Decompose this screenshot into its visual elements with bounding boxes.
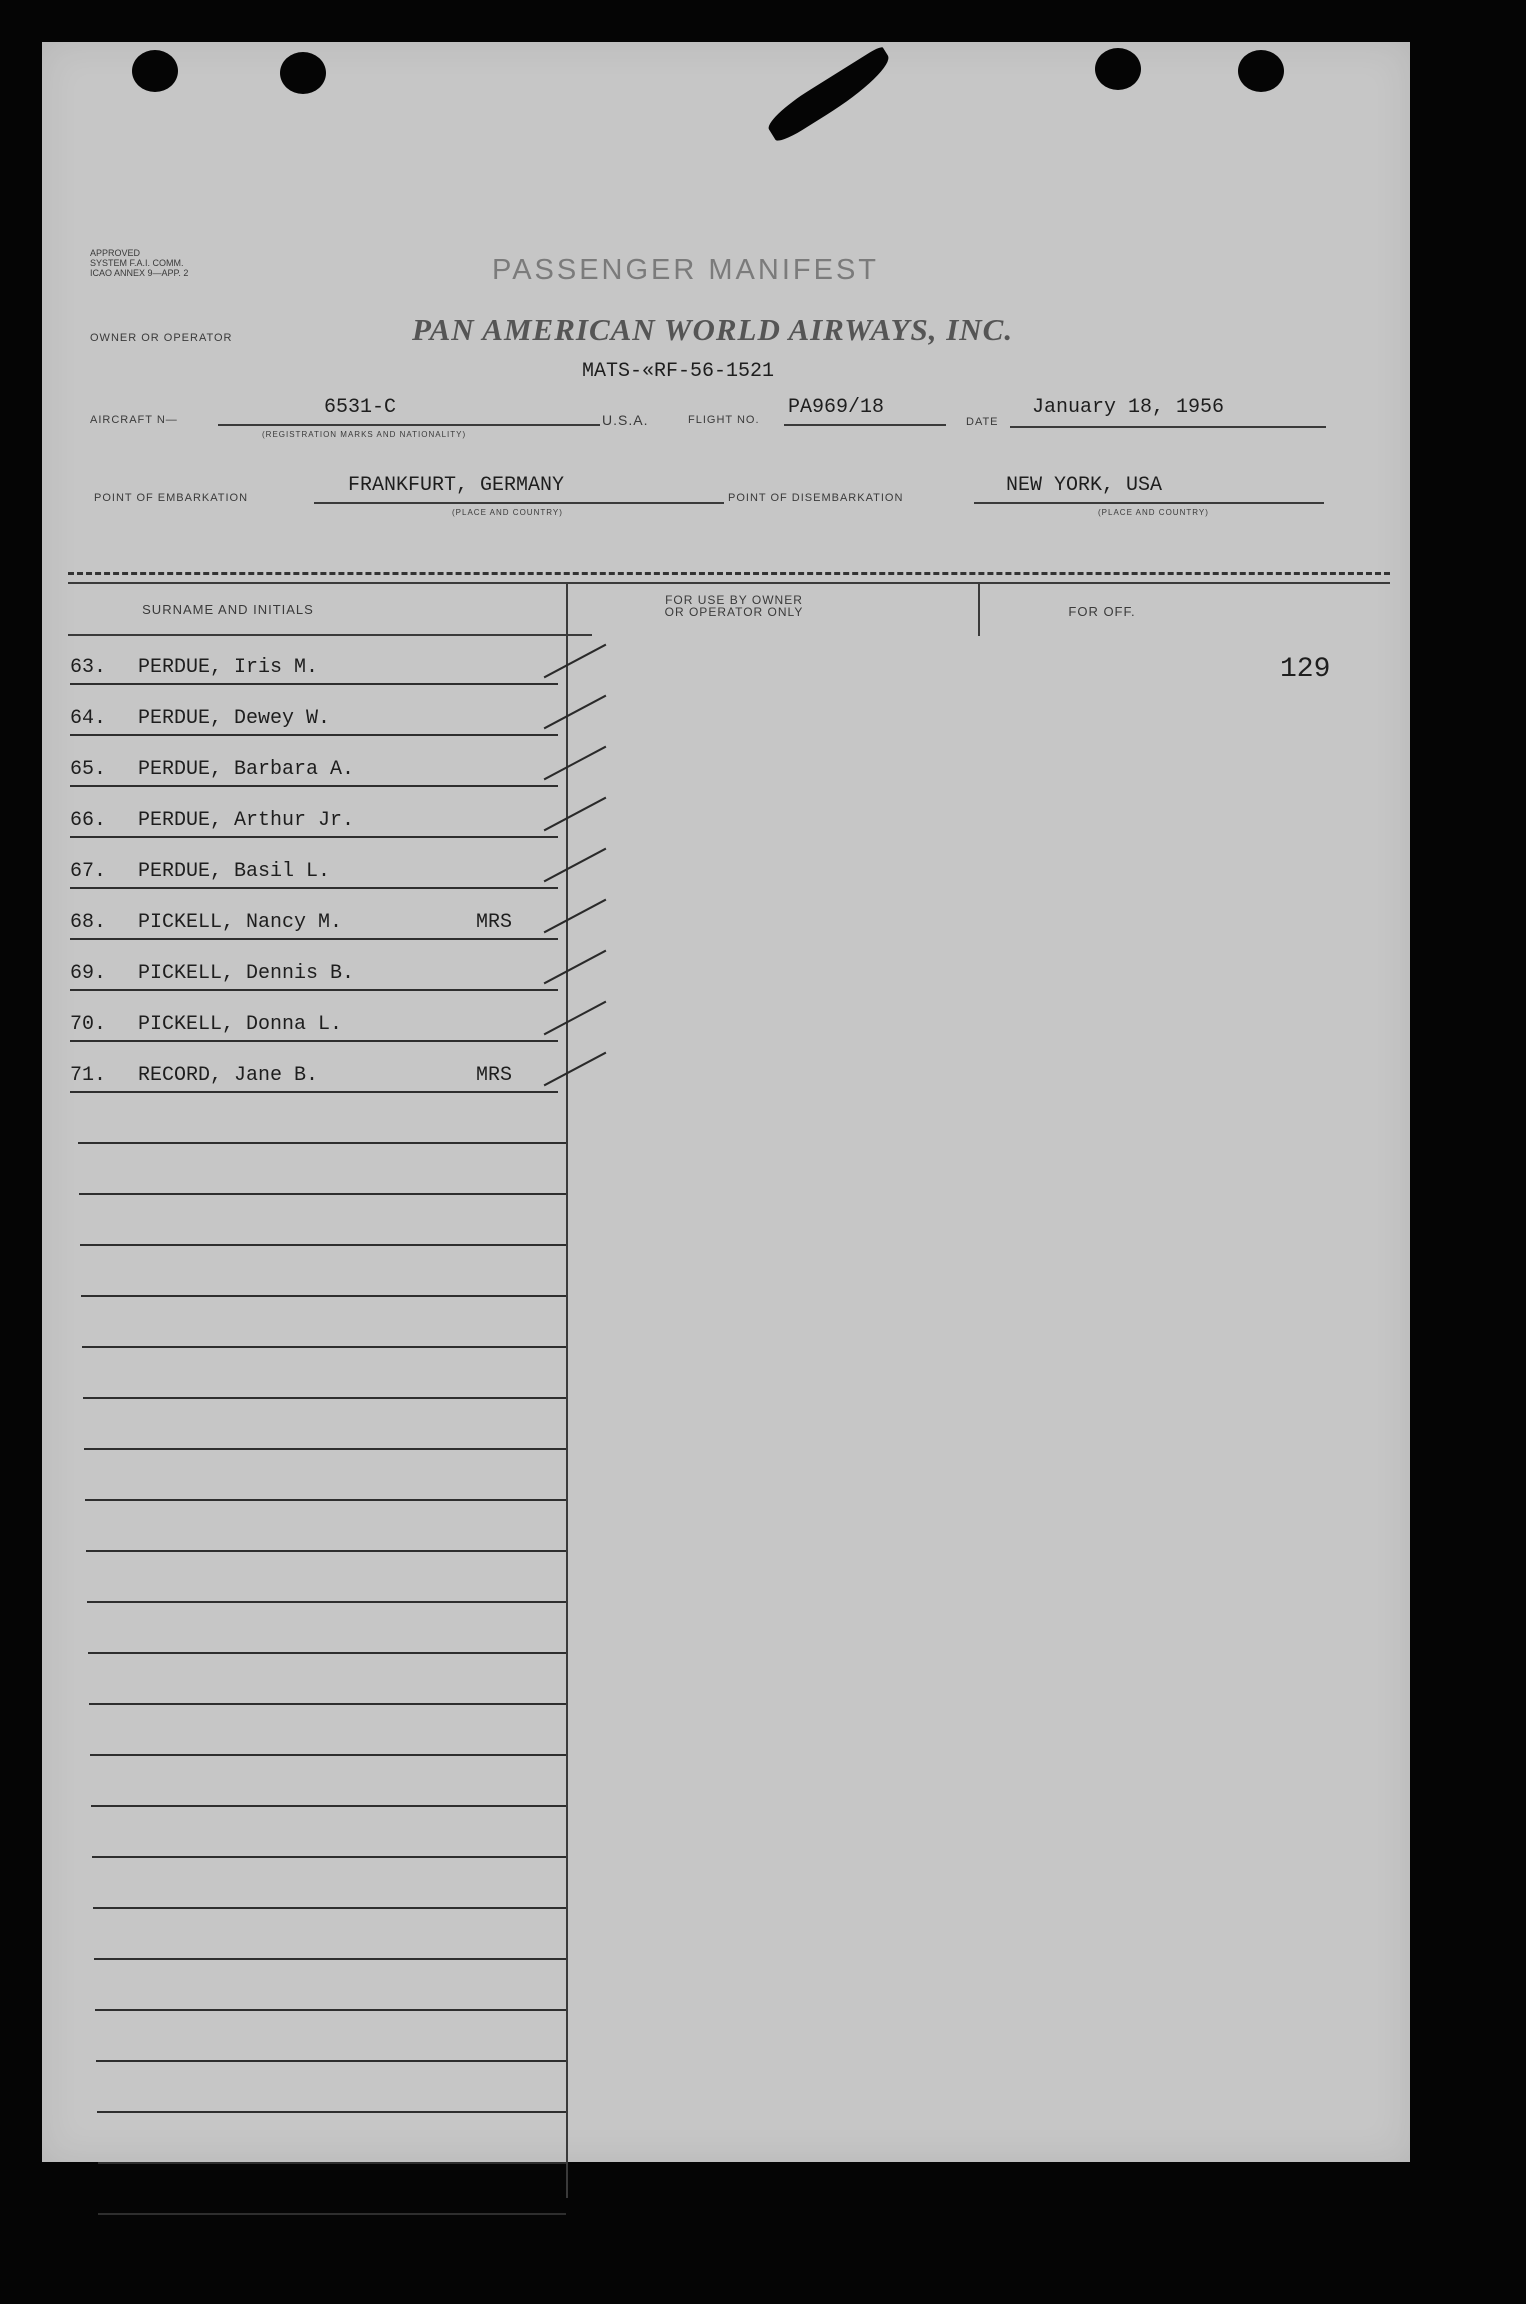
passenger-number: 69. <box>70 962 107 985</box>
embarkation-value: FRANKFURT, GERMANY <box>348 474 565 497</box>
passenger-name: RECORD, Jane B. <box>138 1064 319 1087</box>
check-mark <box>544 1052 607 1087</box>
punch-hole <box>1238 50 1284 92</box>
table-top-rule <box>68 572 1390 575</box>
blank-row-line <box>89 1703 566 1705</box>
check-mark <box>544 1001 607 1036</box>
passenger-number: 63. <box>70 656 107 679</box>
blank-row-line <box>96 2060 566 2062</box>
passenger-number: 66. <box>70 809 107 832</box>
aircraft-value: 6531-C <box>324 396 397 419</box>
blank-row-line <box>92 1856 566 1858</box>
table-row-line <box>70 1040 558 1042</box>
punch-hole <box>280 52 326 94</box>
table-row-line <box>70 683 558 685</box>
passenger-number: 70. <box>70 1013 107 1036</box>
punch-hole <box>1095 48 1141 90</box>
passenger-name: PERDUE, Iris M. <box>138 656 319 679</box>
reference-number: MATS-«RF-56-1521 <box>582 360 775 383</box>
column-divider <box>566 584 568 2198</box>
column-surname: SURNAME AND INITIALS <box>142 602 314 617</box>
blank-row-line <box>98 2162 566 2164</box>
punch-hole <box>132 50 178 92</box>
date-value: January 18, 1956 <box>1032 396 1225 419</box>
blank-row-line <box>95 2009 566 2011</box>
table-row-line <box>70 989 558 991</box>
aircraft-line <box>218 424 600 426</box>
date-line <box>1010 426 1326 428</box>
disembarkation-caption: (PLACE AND COUNTRY) <box>1098 508 1209 517</box>
form-title: PASSENGER MANIFEST <box>492 254 880 286</box>
column-divider <box>978 584 980 636</box>
blank-row-line <box>93 1907 566 1909</box>
manifest-sheet <box>42 42 1410 2162</box>
blank-row-line <box>81 1295 566 1297</box>
disembarkation-line <box>974 502 1324 504</box>
blank-row-line <box>82 1346 566 1348</box>
passenger-name: PERDUE, Arthur Jr. <box>138 809 355 832</box>
torn-mark <box>763 45 898 145</box>
check-mark <box>544 950 607 985</box>
passenger-number: 67. <box>70 860 107 883</box>
blank-row-line <box>94 1958 566 1960</box>
check-mark <box>544 797 607 832</box>
table-top-rule <box>68 582 1390 584</box>
table-row-line <box>70 785 558 787</box>
table-row-line <box>70 938 558 940</box>
table-row-line <box>70 1091 558 1093</box>
blank-row-line <box>97 2111 566 2113</box>
blank-row-line <box>98 2213 566 2215</box>
blank-row-line <box>87 1601 566 1603</box>
check-mark <box>544 848 607 883</box>
owner-label: OWNER OR OPERATOR <box>90 332 233 344</box>
blank-row-line <box>83 1397 566 1399</box>
embarkation-line <box>314 502 724 504</box>
aircraft-caption: (REGISTRATION MARKS AND NATIONALITY) <box>262 430 467 439</box>
embarkation-caption: (PLACE AND COUNTRY) <box>452 508 563 517</box>
check-mark <box>544 695 607 730</box>
passenger-title: MRS <box>476 1064 513 1087</box>
flight-line <box>784 424 946 426</box>
aircraft-label: AIRCRAFT N— <box>90 414 178 426</box>
disembarkation-label: POINT OF DISEMBARKATION <box>728 492 904 504</box>
blank-row-line <box>78 1142 566 1144</box>
airline-name: PAN AMERICAN WORLD AIRWAYS, INC. <box>412 312 1014 347</box>
passenger-name: PERDUE, Basil L. <box>138 860 331 883</box>
blank-row-line <box>91 1805 566 1807</box>
flight-label: FLIGHT NO. <box>688 414 760 426</box>
check-mark <box>544 644 607 679</box>
blank-row-line <box>84 1448 566 1450</box>
column-official: FOR OFF. <box>1068 604 1136 619</box>
passenger-name: PERDUE, Dewey W. <box>138 707 331 730</box>
flight-value: PA969/18 <box>788 396 885 419</box>
table-row-line <box>70 836 558 838</box>
passenger-title: MRS <box>476 911 513 934</box>
page-number: 129 <box>1280 654 1331 685</box>
passenger-name: PICKELL, Donna L. <box>138 1013 343 1036</box>
header-underline <box>68 634 592 636</box>
disembarkation-value: NEW YORK, USA <box>1006 474 1163 497</box>
blank-row-line <box>88 1652 566 1654</box>
column-owner-use: FOR USE BY OWNER OR OPERATOR ONLY <box>664 593 804 619</box>
passenger-name: PICKELL, Nancy M. <box>138 911 343 934</box>
blank-row-line <box>85 1499 566 1501</box>
check-mark <box>544 899 607 934</box>
table-row-line <box>70 887 558 889</box>
passenger-number: 64. <box>70 707 107 730</box>
blank-row-line <box>90 1754 566 1756</box>
table-row-line <box>70 734 558 736</box>
embarkation-label: POINT OF EMBARKATION <box>94 492 249 504</box>
check-mark <box>544 746 607 781</box>
blank-row-line <box>79 1193 566 1195</box>
blank-row-line <box>80 1244 566 1246</box>
passenger-number: 65. <box>70 758 107 781</box>
passenger-number: 68. <box>70 911 107 934</box>
date-label: DATE <box>966 416 999 428</box>
approval-note: APPROVED SYSTEM F.A.I. COMM. ICAO ANNEX 9—APP. 2 <box>90 248 189 278</box>
blank-row-line <box>86 1550 566 1552</box>
passenger-name: PICKELL, Dennis B. <box>138 962 355 985</box>
usa-label: U.S.A. <box>602 412 649 428</box>
passenger-number: 71. <box>70 1064 107 1087</box>
passenger-name: PERDUE, Barbara A. <box>138 758 355 781</box>
